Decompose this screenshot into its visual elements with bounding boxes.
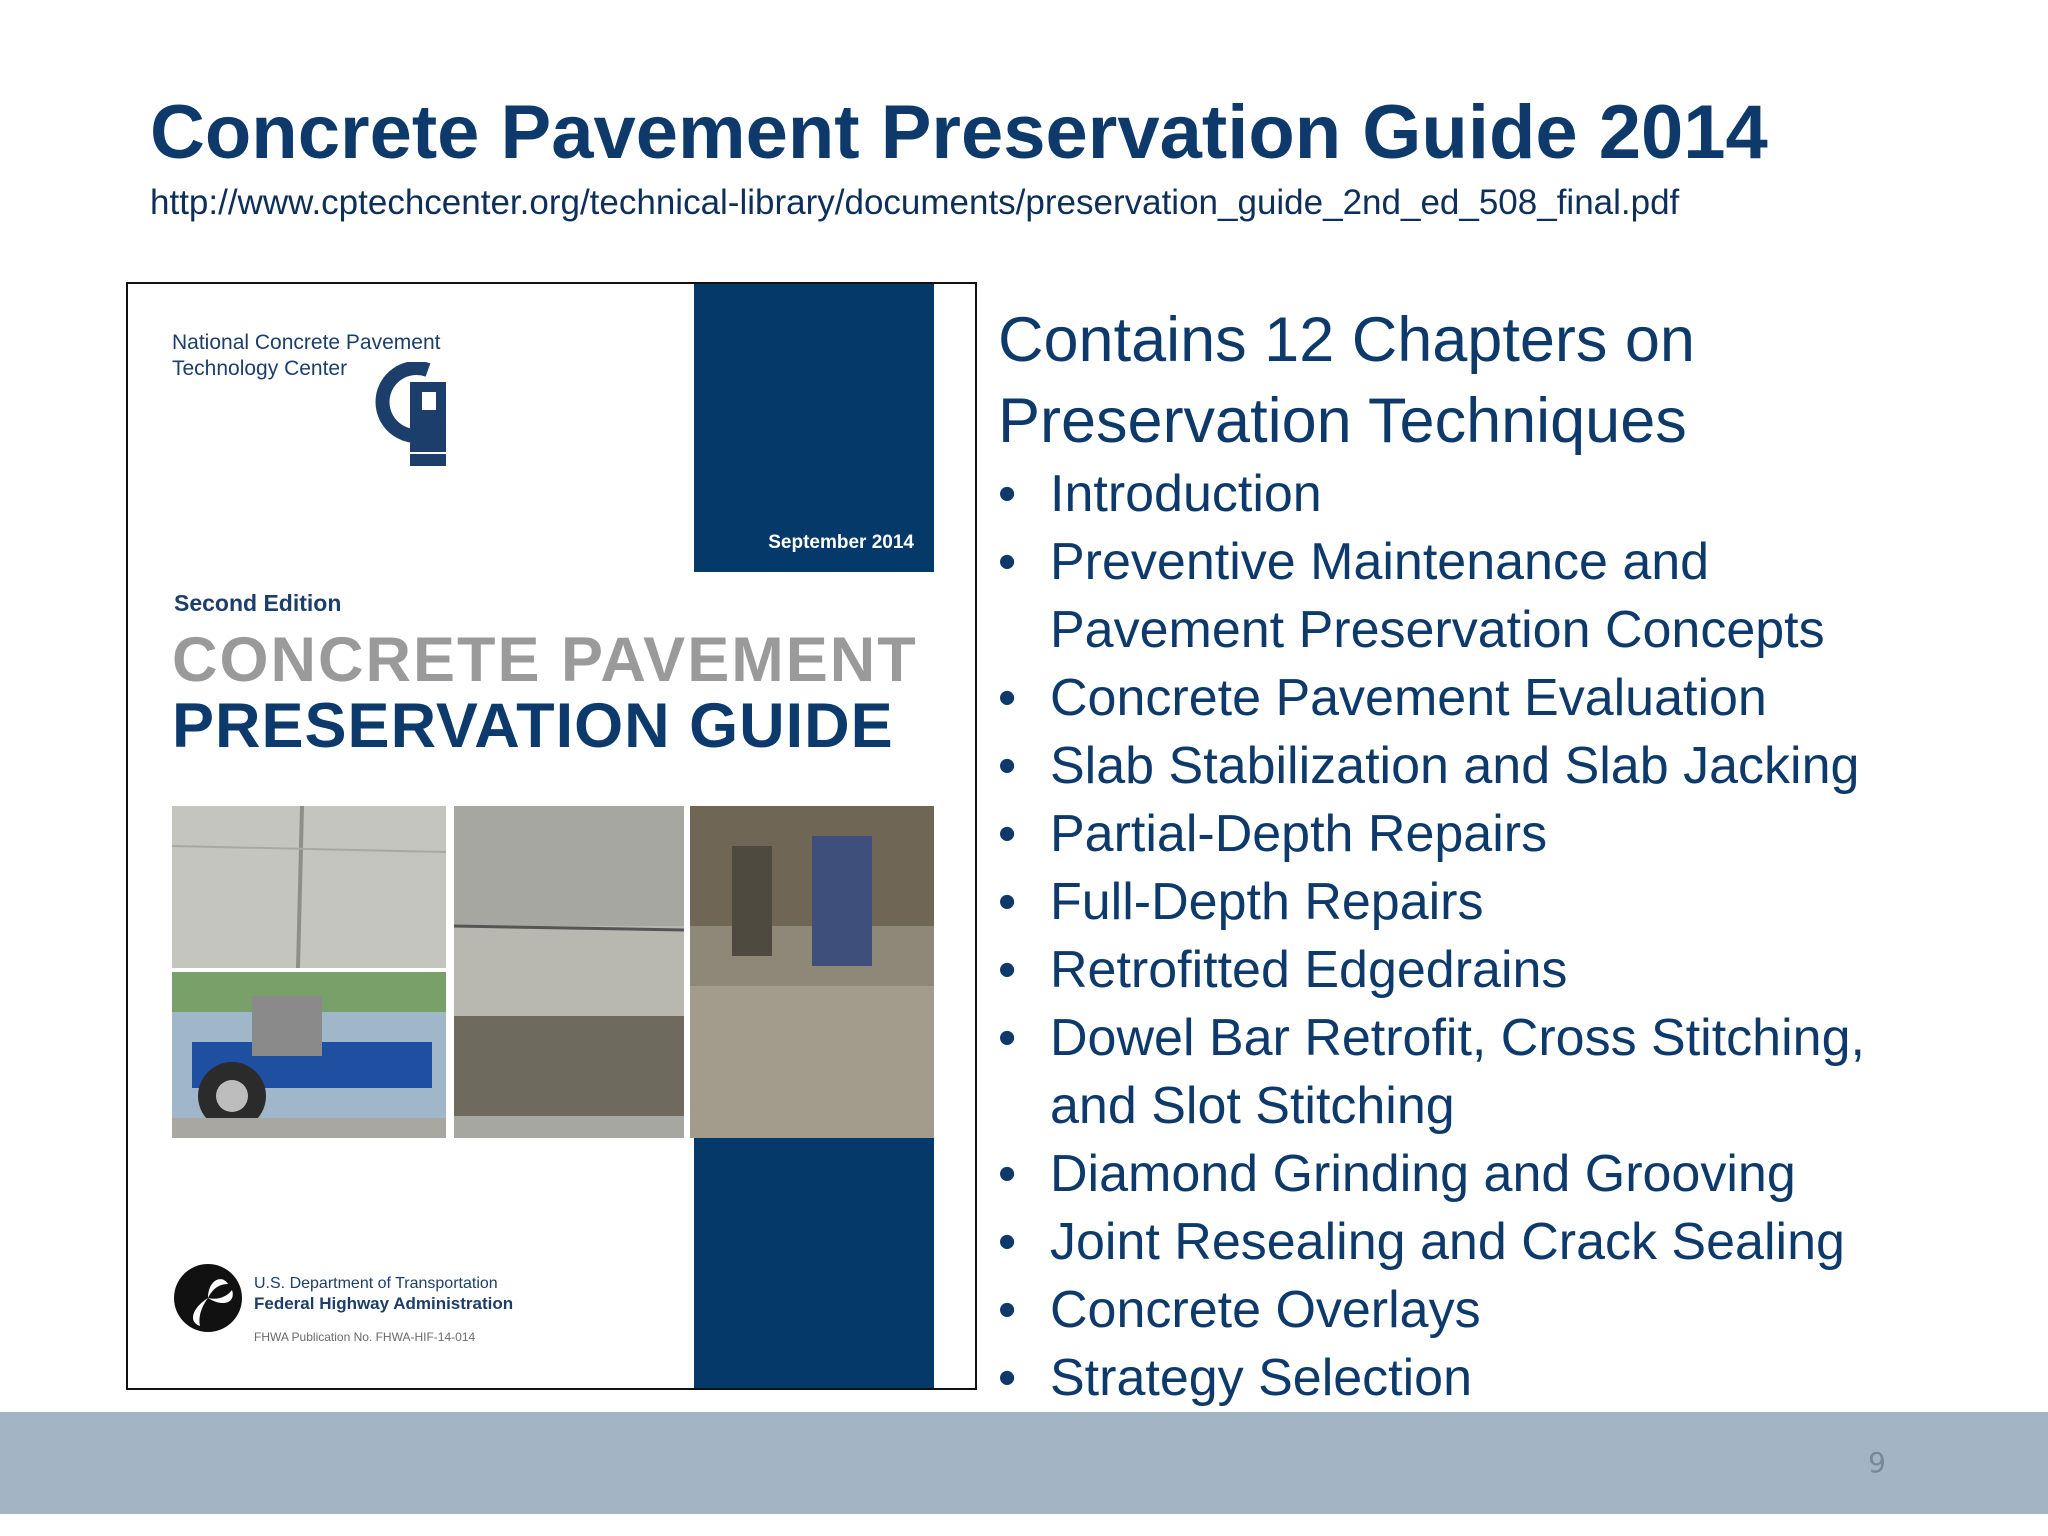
cover-organization: National Concrete Pavement Technology Center bbox=[172, 331, 441, 380]
chapter-item: • Full-Depth Repairs bbox=[998, 868, 2018, 936]
cp-tech-center-logo-icon bbox=[370, 362, 460, 472]
chapter-item: • Joint Resealing and Crack Sealing bbox=[998, 1208, 2018, 1276]
page-number: 9 bbox=[1868, 1446, 1886, 1479]
cover-dot-credit: U.S. Department of Transportation Federal Highway Administration bbox=[254, 1275, 514, 1313]
chapter-item: • Dowel Bar Retrofit, Cross Stitching, and Slot Stitching bbox=[998, 1004, 2018, 1140]
chapter-item: • Strategy Selection bbox=[998, 1344, 2018, 1412]
chapter-item: • Preventive Maintenance and Pavement Preservation Concepts bbox=[998, 528, 2018, 664]
cover-pavement-photos bbox=[172, 806, 934, 1138]
slide-title: Concrete Pavement Preservation Guide 2014 bbox=[150, 90, 1768, 175]
chapter-item: • Concrete Pavement Evaluation bbox=[998, 664, 2018, 732]
cover-edition: Second Edition bbox=[174, 590, 342, 616]
chapter-item: • Retrofitted Edgedrains bbox=[998, 936, 2018, 1004]
guide-cover-image bbox=[126, 282, 977, 1390]
cover-publication-number: FHWA Publication No. FHWA-HIF-14-014 bbox=[254, 1330, 476, 1344]
chapter-item: • Introduction bbox=[998, 460, 2018, 528]
chapter-item: • Slab Stabilization and Slab Jacking bbox=[998, 732, 2018, 800]
cover-date: September 2014 bbox=[768, 532, 914, 553]
dot-logo-icon bbox=[172, 1262, 244, 1334]
footer-band bbox=[0, 1412, 2048, 1514]
chapters-heading: Contains 12 Chapters on Preservation Techniques bbox=[998, 305, 1695, 456]
cover-blue-panel-bottom bbox=[694, 1138, 934, 1390]
cover-blue-panel-top bbox=[694, 284, 934, 572]
chapter-list bbox=[998, 460, 2018, 1412]
chapter-item: • Diamond Grinding and Grooving bbox=[998, 1140, 2018, 1208]
source-url[interactable]: http://www.cptechcenter.org/technical-library/documents/preservation_guide_2nd_ed_508_final.pdf bbox=[150, 183, 1680, 222]
chapter-item: • Partial-Depth Repairs bbox=[998, 800, 2018, 868]
chapter-item: • Concrete Overlays bbox=[998, 1276, 2018, 1344]
cover-title-line2: PRESERVATION GUIDE bbox=[172, 691, 894, 761]
cover-title-line1: CONCRETE PAVEMENT bbox=[172, 625, 918, 695]
